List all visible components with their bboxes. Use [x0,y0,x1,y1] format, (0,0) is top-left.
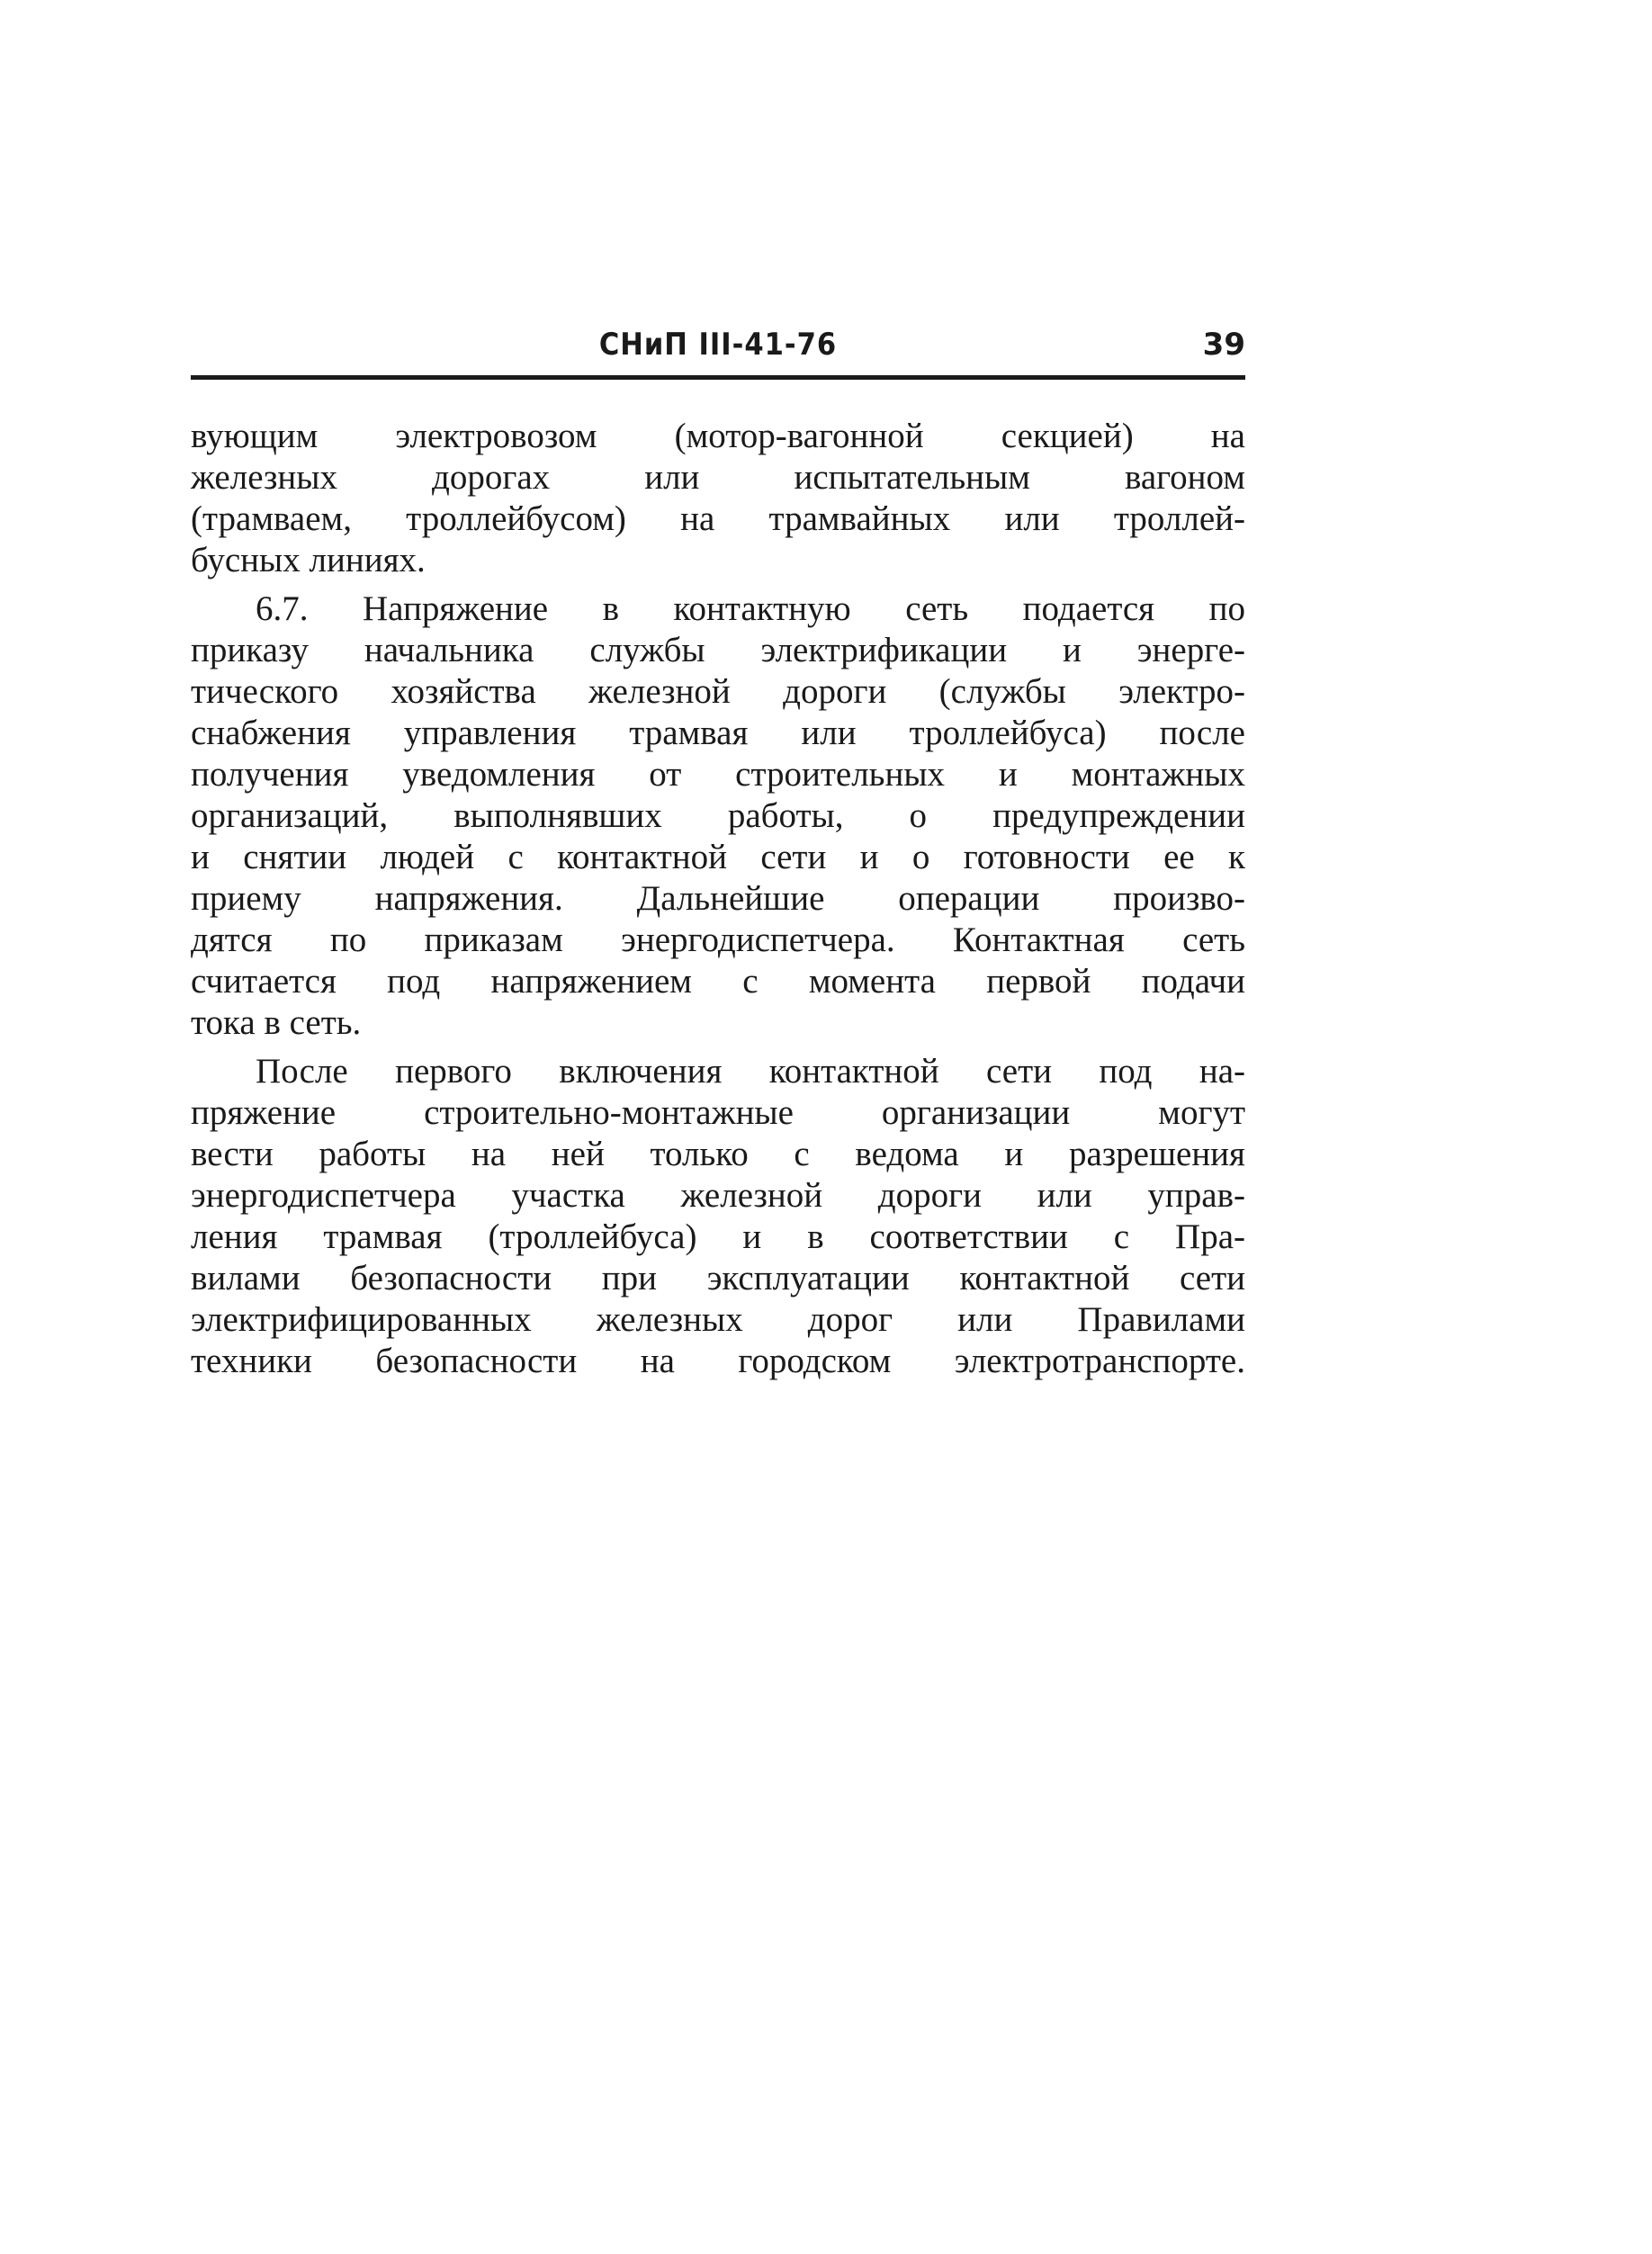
text-line: электрифицированных железных дорог или Правилами [191,1300,1245,1339]
text-line: дятся по приказам энергодиспетчера. Контактная сеть [191,920,1245,959]
text-line: бусных линиях. [191,541,426,579]
text-line: тического хозяйства железной дороги (службы электро- [191,672,1245,711]
paragraph-continuation [191,416,1245,581]
text-line: считается под напряжением с момента первой подачи [191,962,1245,1001]
text-line: вести работы на ней только с ведома и разрешения [191,1135,1245,1173]
paragraph-after-energization [191,1051,1245,1382]
text-line: пряжение строительно-монтажные организации могут [191,1093,1245,1132]
text-line: энергодиспетчера участка железной дороги или управ- [191,1176,1245,1215]
text-line: железных дорогах или испытательным вагоном [191,458,1245,497]
text-line: 6.7. Напряжение в контактную сеть подается по [256,589,1245,628]
text-line: вилами безопасности при эксплуатации контактной сети [191,1259,1245,1298]
text-line: организаций, выполнявших работы, о предупреждении [191,796,1245,835]
text-line: снабжения управления трамвая или троллейбуса) после [191,714,1245,752]
page-number: 39 [1202,327,1245,363]
text-line: ления трамвая (троллейбуса) и в соответствии с Пра- [191,1217,1245,1256]
running-header [191,319,1245,370]
paragraph-6-7 [191,588,1245,1044]
document-code: СНиП III-41-76 [598,327,838,363]
text-line: приказу начальника службы электрификации и энерге- [191,631,1245,669]
text-line: вующим электровозом (мотор-вагонной секцией) на [191,417,1245,455]
text-line: (трамваем, троллейбусом) на трамвайных или троллей- [191,499,1245,538]
page-content [191,319,1245,1389]
header-rule [191,375,1245,380]
text-line: тока в сеть. [191,1003,362,1042]
body-text [191,416,1245,1382]
text-line: и снятии людей с контактной сети и о готовности ее к [191,838,1245,876]
text-line: получения уведомления от строительных и монтажных [191,755,1245,794]
text-line: После первого включения контактной сети под на- [256,1052,1245,1091]
text-line: приему напряжения. Дальнейшие операции произво- [191,879,1245,918]
text-line: техники безопасности на городском электротранспорте. [191,1342,1245,1380]
